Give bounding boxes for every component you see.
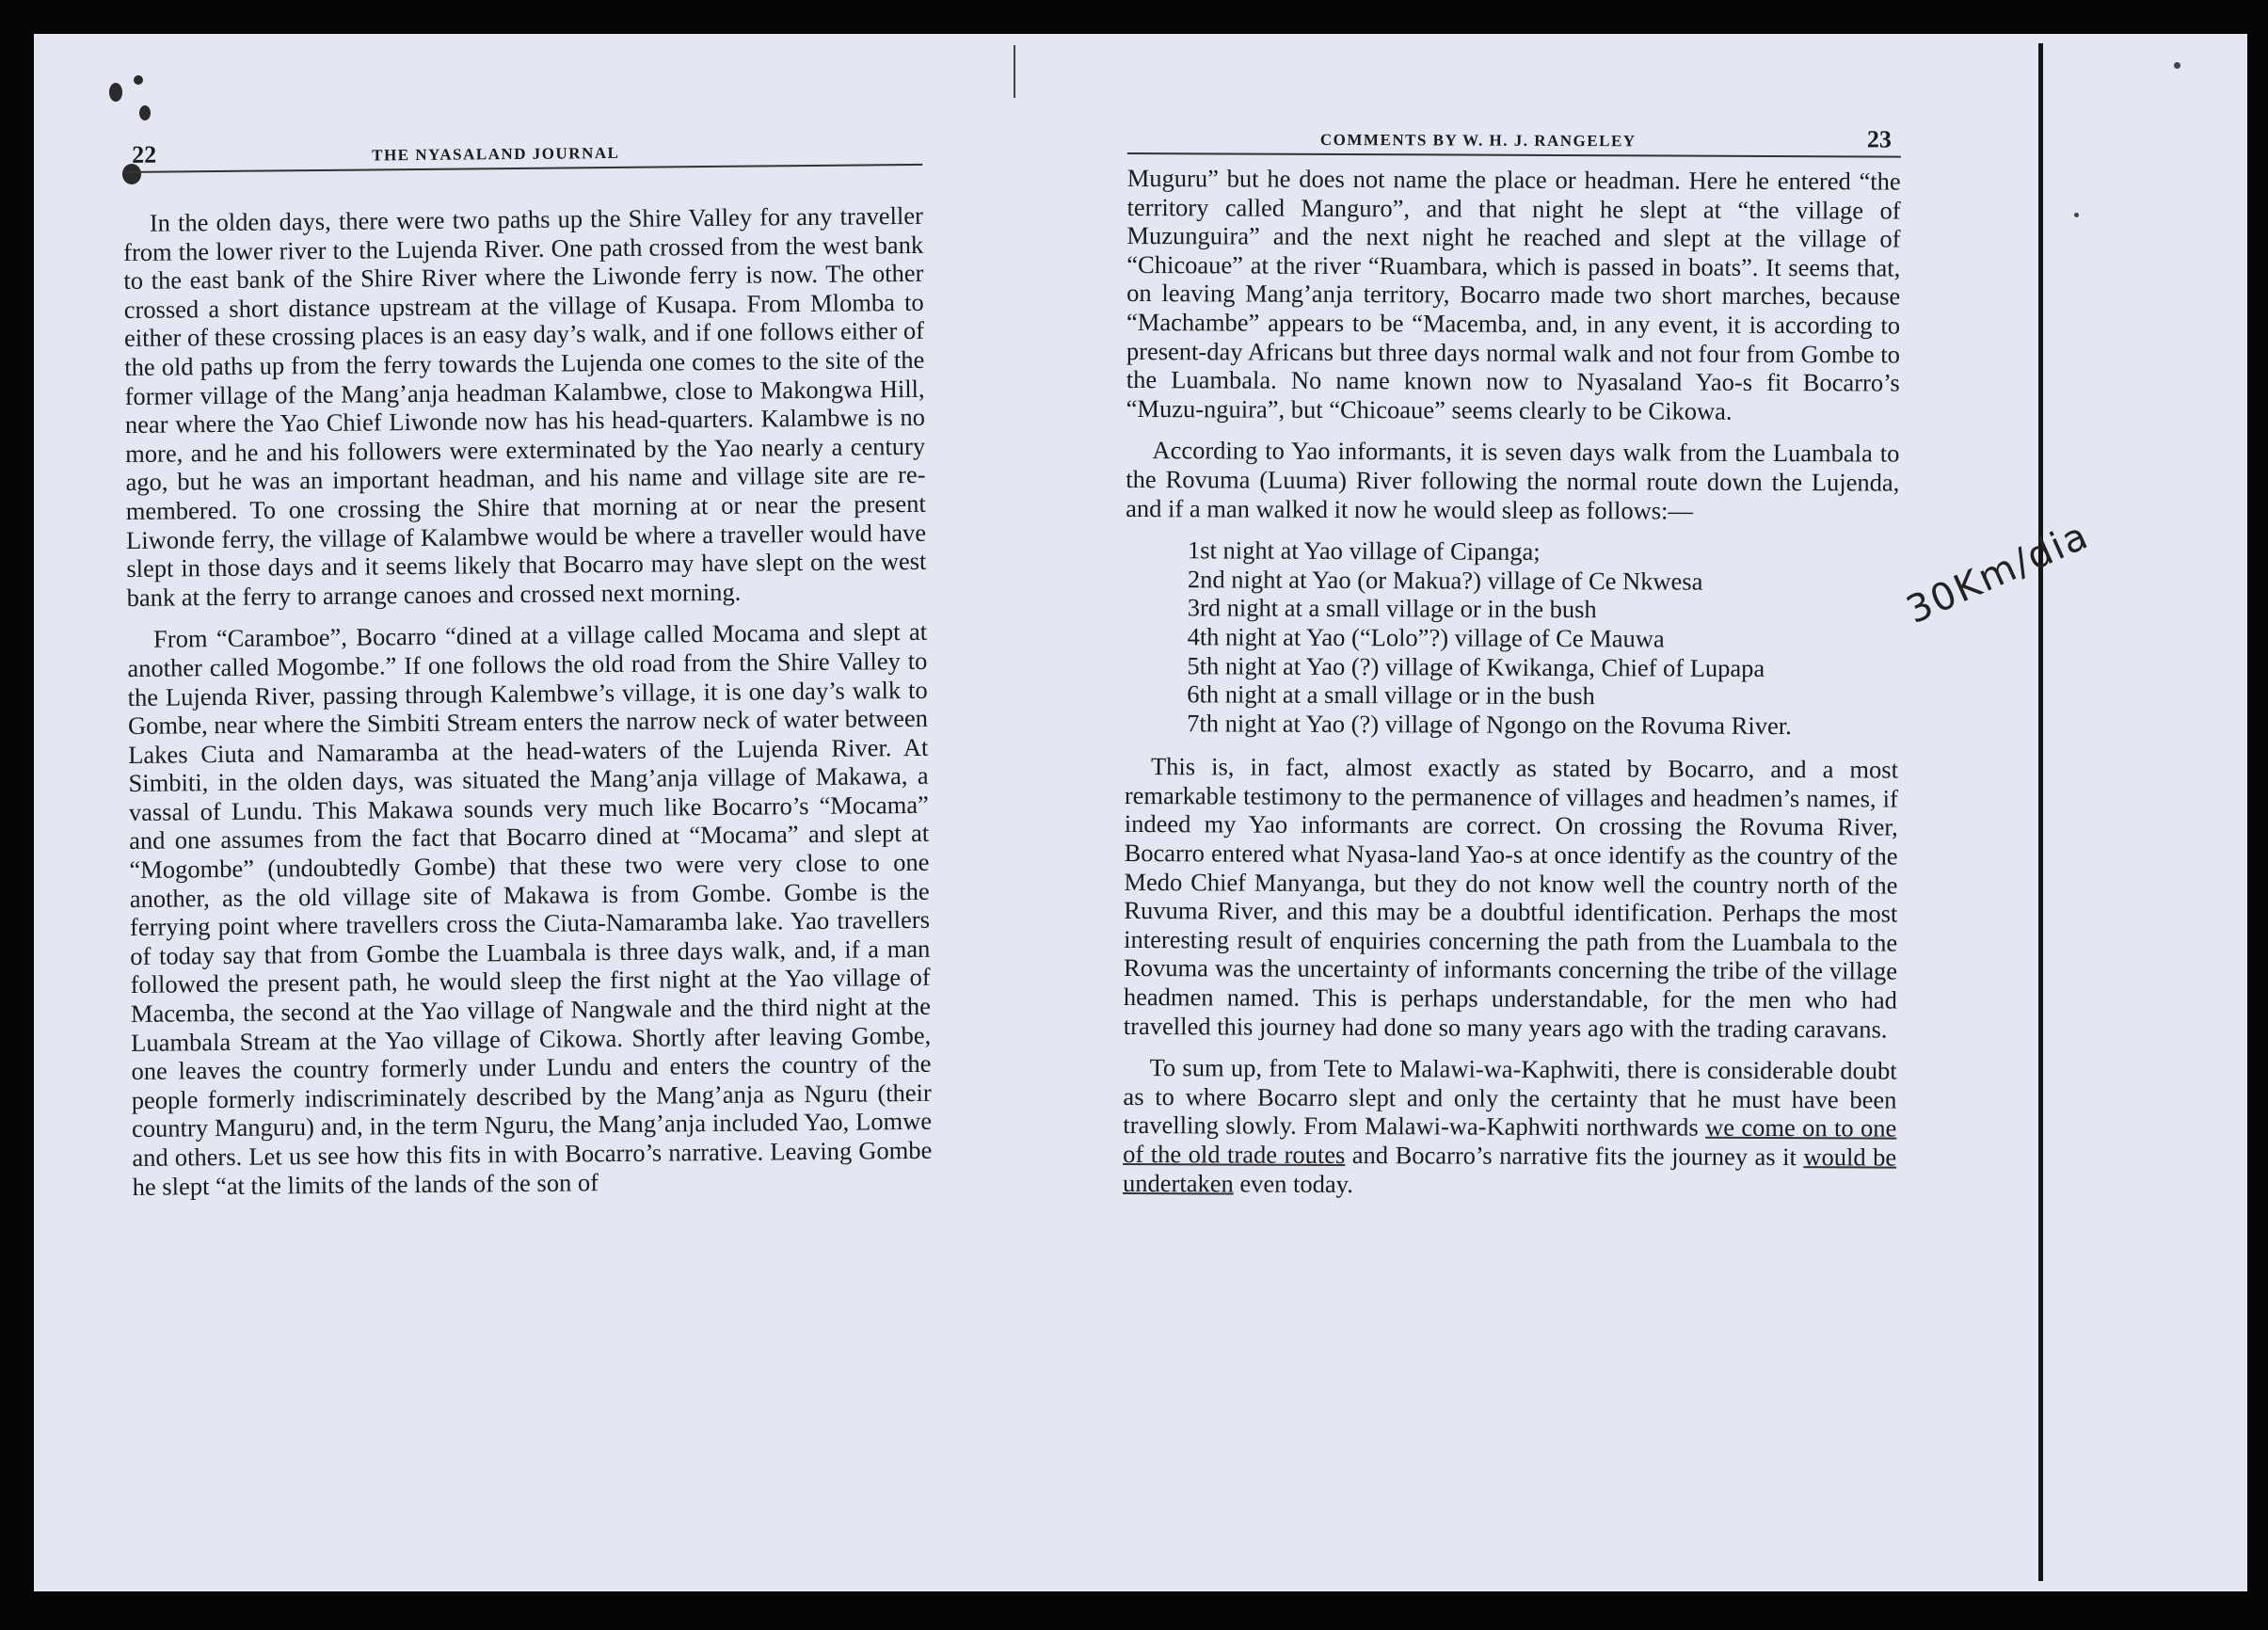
left-running-head	[122, 132, 922, 173]
itinerary-item: 1st night at Yao village of Cipanga;	[1187, 535, 1541, 567]
paragraph: This is, in fact, almost exactly as stated by Bocarro, and a most remarkable testimony to the permanence of villages and headmen’s names, if indeed my Yao informants are correct. On crossing the Rovuma River, Bocarro entered what Nyasa-land Yao-s at once identify as the country of the Medo Chief Manyanga, but they do not know well the country north of the Ruvuma River, and this may be a doubtful identification. Perhaps the most interesting result of enquiries concerning the path from the Luambala to the Rovuma was the uncertainty of informants concerning the tribe of the village headmen named. This is perhaps understandable, for the men who had travelled this journey had done so many years ago with the trading caravans.	[1123, 752, 1899, 1044]
left-page	[122, 132, 933, 1214]
text-run: even today.	[1233, 1169, 1353, 1198]
underlined-text: we come on to one of the old trade routes	[1123, 1113, 1897, 1170]
itinerary-item: 3rd night at a small village or in the bush	[1187, 593, 1597, 624]
text-run: and Bocarro’s narrative fits the journey as it	[1345, 1141, 1804, 1172]
gutter-mark	[1014, 45, 1015, 98]
left-page-number: 22	[132, 140, 157, 168]
paragraph	[1123, 1053, 1897, 1201]
paragraph: Muguru” but he does not name the place or headman. Here he entered “the territory called Manguro”, and that night he slept at “the village of Muzunguira” and the next night he reached and slept at the village of “Chicoaue” at the river “Ruambara, which is passed in boats”. It seems that, on leaving Mang’anja territory, Bocarro made two short marches, because “Machambe” appears to be “Macemba, and, in any event, it is according to present-day Africans but three days normal walk and not four from Gombe to the Luambala. No name known now to Nyasaland Yao-s fit Bocarro’s “Muzu-nguira”, but “Chicoaue” seems clearly to be Cikowa.	[1126, 163, 1901, 425]
itinerary-item: 2nd night at Yao (or Makua?) village of Ce Nkwesa	[1187, 565, 1703, 596]
right-running-head	[1127, 120, 1901, 158]
paragraph: In the olden days, there were two paths up the Shire Valley for any traveller from the lower river to the Lujenda River. One path crossed from the west bank to the east bank of the Shire River where the Liwonde ferry is now. The other crossed a short distance upstream at the village of Kusapa. From Mlomba to either of these crossing places is an easy day’s walk, and if one follows either of the old paths up from the ferry towards the Lujenda one comes to the site of the former village of the Mang’anja headman Kalambwe, close to Makongwa Hill, near where the Yao Chief Liwonde now has his head-quarters. Kalambwe is no more, and he and his followers were exterminated by the Yao nearly a century ago, but he was an important headman, and his name and village site are re-membered. To one crossing the Shire that morning at or near the present Liwonde ferry, the village of Kalambwe would be where a traveller would have slept in those days and it seems likely that Bocarro may have slept on the west bank at the ferry to arrange canoes and crossed next morning.	[123, 200, 927, 612]
speck	[2174, 62, 2180, 69]
right-margin-rule	[2038, 43, 2043, 1581]
text-run: To sum up, from Tete to Malawi-wa-Kaphwiti, there is considerable doubt as to where Bocarro slept and only the certainty that he must have been travelling slowly. From Malawi-wa-Kaphwiti northwards	[1123, 1053, 1897, 1143]
itinerary-item: 6th night at a small village or in the bush	[1187, 679, 1595, 711]
right-running-title: COMMENTS BY W. H. J. RANGELEY	[1319, 130, 1637, 151]
ink-blot	[134, 75, 143, 85]
ink-blot	[109, 83, 122, 102]
right-page	[1123, 120, 1901, 1214]
itinerary-item: 5th night at Yao (?) village of Kwikanga, Chief of Lupapa	[1187, 650, 1765, 682]
handwritten-margin-note: 30Km/dia	[1900, 513, 2096, 632]
speck	[2074, 213, 2079, 217]
right-page-number: 23	[1866, 125, 1892, 153]
itinerary-list	[1125, 535, 1899, 741]
underlined-text: would be undertaken	[1123, 1143, 1897, 1198]
itinerary-item: 4th night at Yao (“Lolo”?) village of Ce Mauwa	[1187, 622, 1665, 653]
paragraph: According to Yao informants, it is seven days walk from the Luambala to the Rovuma (Luuma) River following the normal route down the Lujenda, and if a man walked it now he would sleep as follows:—	[1126, 436, 1900, 525]
left-running-title: THE NYASALAND JOURNAL	[372, 143, 620, 165]
paragraph: From “Caramboe”, Bocarro “dined at a village called Mocama and slept at another called Mogombe.” If one follows the old road from the Shire Valley to the Lujenda River, passing through Kalembwe’s village, it is one day’s walk to Gombe, near where the Simbiti Stream enters the narrow neck of water between Lakes Ciuta and Namaramba at the head-waters of the Lujenda River. At Simbiti, in the olden days, was situated the Mang’anja village of Makawa, a vassal of Lundu. This Makawa sounds very much like Bocarro’s “Mocama” and one assumes from the fact that Bocarro dined at “Mocama” and slept at “Mogombe” (undoubtedly Gombe) that these two were very close to one another, as the old village site of Makawa is from Gombe. Gombe is the ferrying point where travellers cross the Ciuta-Namaramba lake. Yao travellers of today say that from Gombe the Luambala is three days walk, and, if a man followed the present path, he would sleep the first night at the Yao village of Macemba, the second at the Yao village of Nangwale and the third night at the Luambala Stream at the Yao village of Cikowa. Shortly after leaving Gombe, one leaves the country formerly under Lundu and enters the country of the people formerly indiscriminately described by the Mang’anja as Nguru (their country Manguru) and, in the term Nguru, the Mang’anja included Yao, Lomwe and others. Let us see how this fits in with Bocarro’s narrative. Leaving Gombe he slept “at the limits of the lands of the son of	[127, 617, 933, 1201]
right-column	[1123, 164, 1901, 1201]
left-column	[123, 201, 933, 1201]
ink-blot	[139, 105, 151, 120]
itinerary-item: 7th night at Yao (?) village of Ngongo on the Rovuma River.	[1187, 708, 1792, 740]
